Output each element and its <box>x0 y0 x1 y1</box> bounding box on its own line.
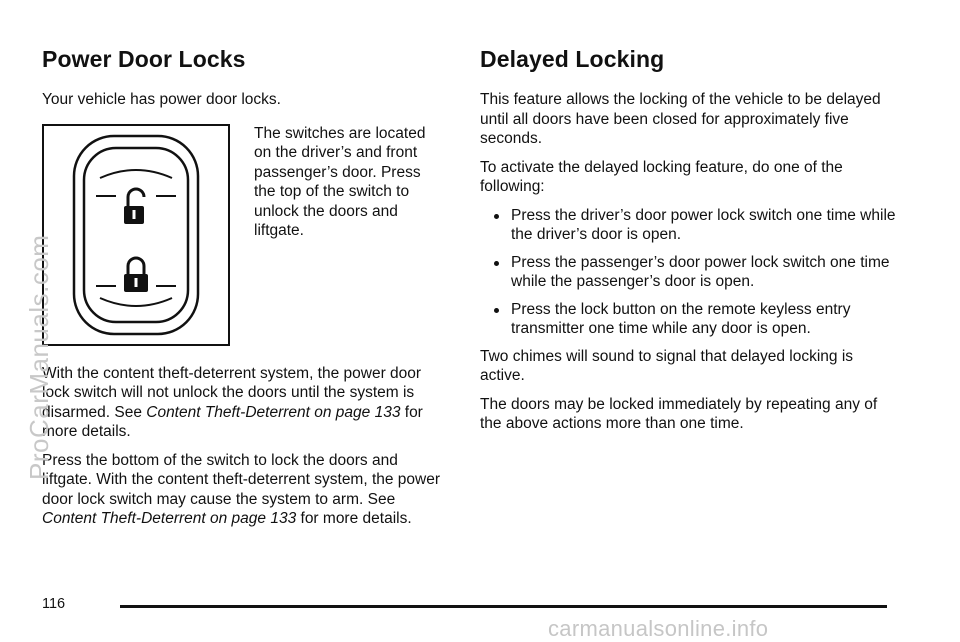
para2-text: With the content theft-deterrent system, the power door lock switch will not unlock the doors until the system is disarmed. See <box>42 364 422 421</box>
theft-deterrent-paragraph <box>42 364 452 442</box>
door-lock-switch-figure <box>42 124 230 346</box>
lock-icon <box>124 258 148 292</box>
list-item <box>480 300 900 339</box>
bullet-icon <box>494 261 499 266</box>
intro-paragraph: Your vehicle has power door locks. <box>42 91 281 108</box>
list-item <box>480 253 900 292</box>
content-theft-deterrent-reference: Content Theft-Deterrent on page 133 <box>146 403 401 421</box>
activate-instructions: To activate the delayed locking feature, do one of the following: <box>480 158 843 195</box>
power-door-locks-heading: Power Door Locks <box>42 46 246 72</box>
list-item-text: Press the driver’s door power lock switch one time while the driver’s door is open. <box>511 206 896 243</box>
bullet-icon <box>494 214 499 219</box>
para3-text: Press the bottom of the switch to lock the doors and liftgate. With the content theft-deterrent system, the power door lock switch may cause the system to arm. See <box>42 451 441 508</box>
lock-switch-paragraph <box>42 451 452 529</box>
page-number: 116 <box>42 596 66 612</box>
content-theft-deterrent-reference-2: Content Theft-Deterrent on page 133 <box>42 510 297 527</box>
unlock-icon <box>124 189 144 224</box>
list-item <box>480 206 900 245</box>
para2-text-end: for more details. <box>42 403 423 440</box>
activation-steps-list <box>480 206 900 339</box>
bullet-icon <box>494 308 499 313</box>
footer-rule <box>120 605 887 608</box>
figure-caption <box>254 124 444 241</box>
list-item-text: Press the lock button on the remote keyless entry transmitter one time while any door is open. <box>511 300 851 337</box>
page-footer <box>42 596 887 616</box>
bottom-watermark: carmanualsonline.info <box>548 616 769 641</box>
list-item-text: Press the passenger’s door power lock switch one time while the passenger’s door is open. <box>511 253 890 290</box>
delayed-locking-intro: This feature allows the locking of the vehicle to be delayed until all doors have been closed for approximately five seconds. <box>480 91 881 147</box>
figure-row <box>42 124 452 346</box>
figure-caption-text: The switches are located on the driver’s and front passenger’s door. Press the top of the switch to unlock the doors and liftgate. <box>254 124 426 239</box>
chimes-paragraph: Two chimes will sound to signal that delayed locking is active. <box>480 347 854 384</box>
right-column <box>480 42 900 443</box>
repeat-paragraph: The doors may be locked immediately by repeating any of the above actions more than one time. <box>480 395 878 432</box>
door-lock-switch-illustration <box>44 126 228 344</box>
para3-text-end: for more details. <box>296 510 412 527</box>
left-column <box>42 42 452 538</box>
side-watermark: ProCarManuals.com <box>24 234 54 480</box>
delayed-locking-heading: Delayed Locking <box>480 46 665 72</box>
